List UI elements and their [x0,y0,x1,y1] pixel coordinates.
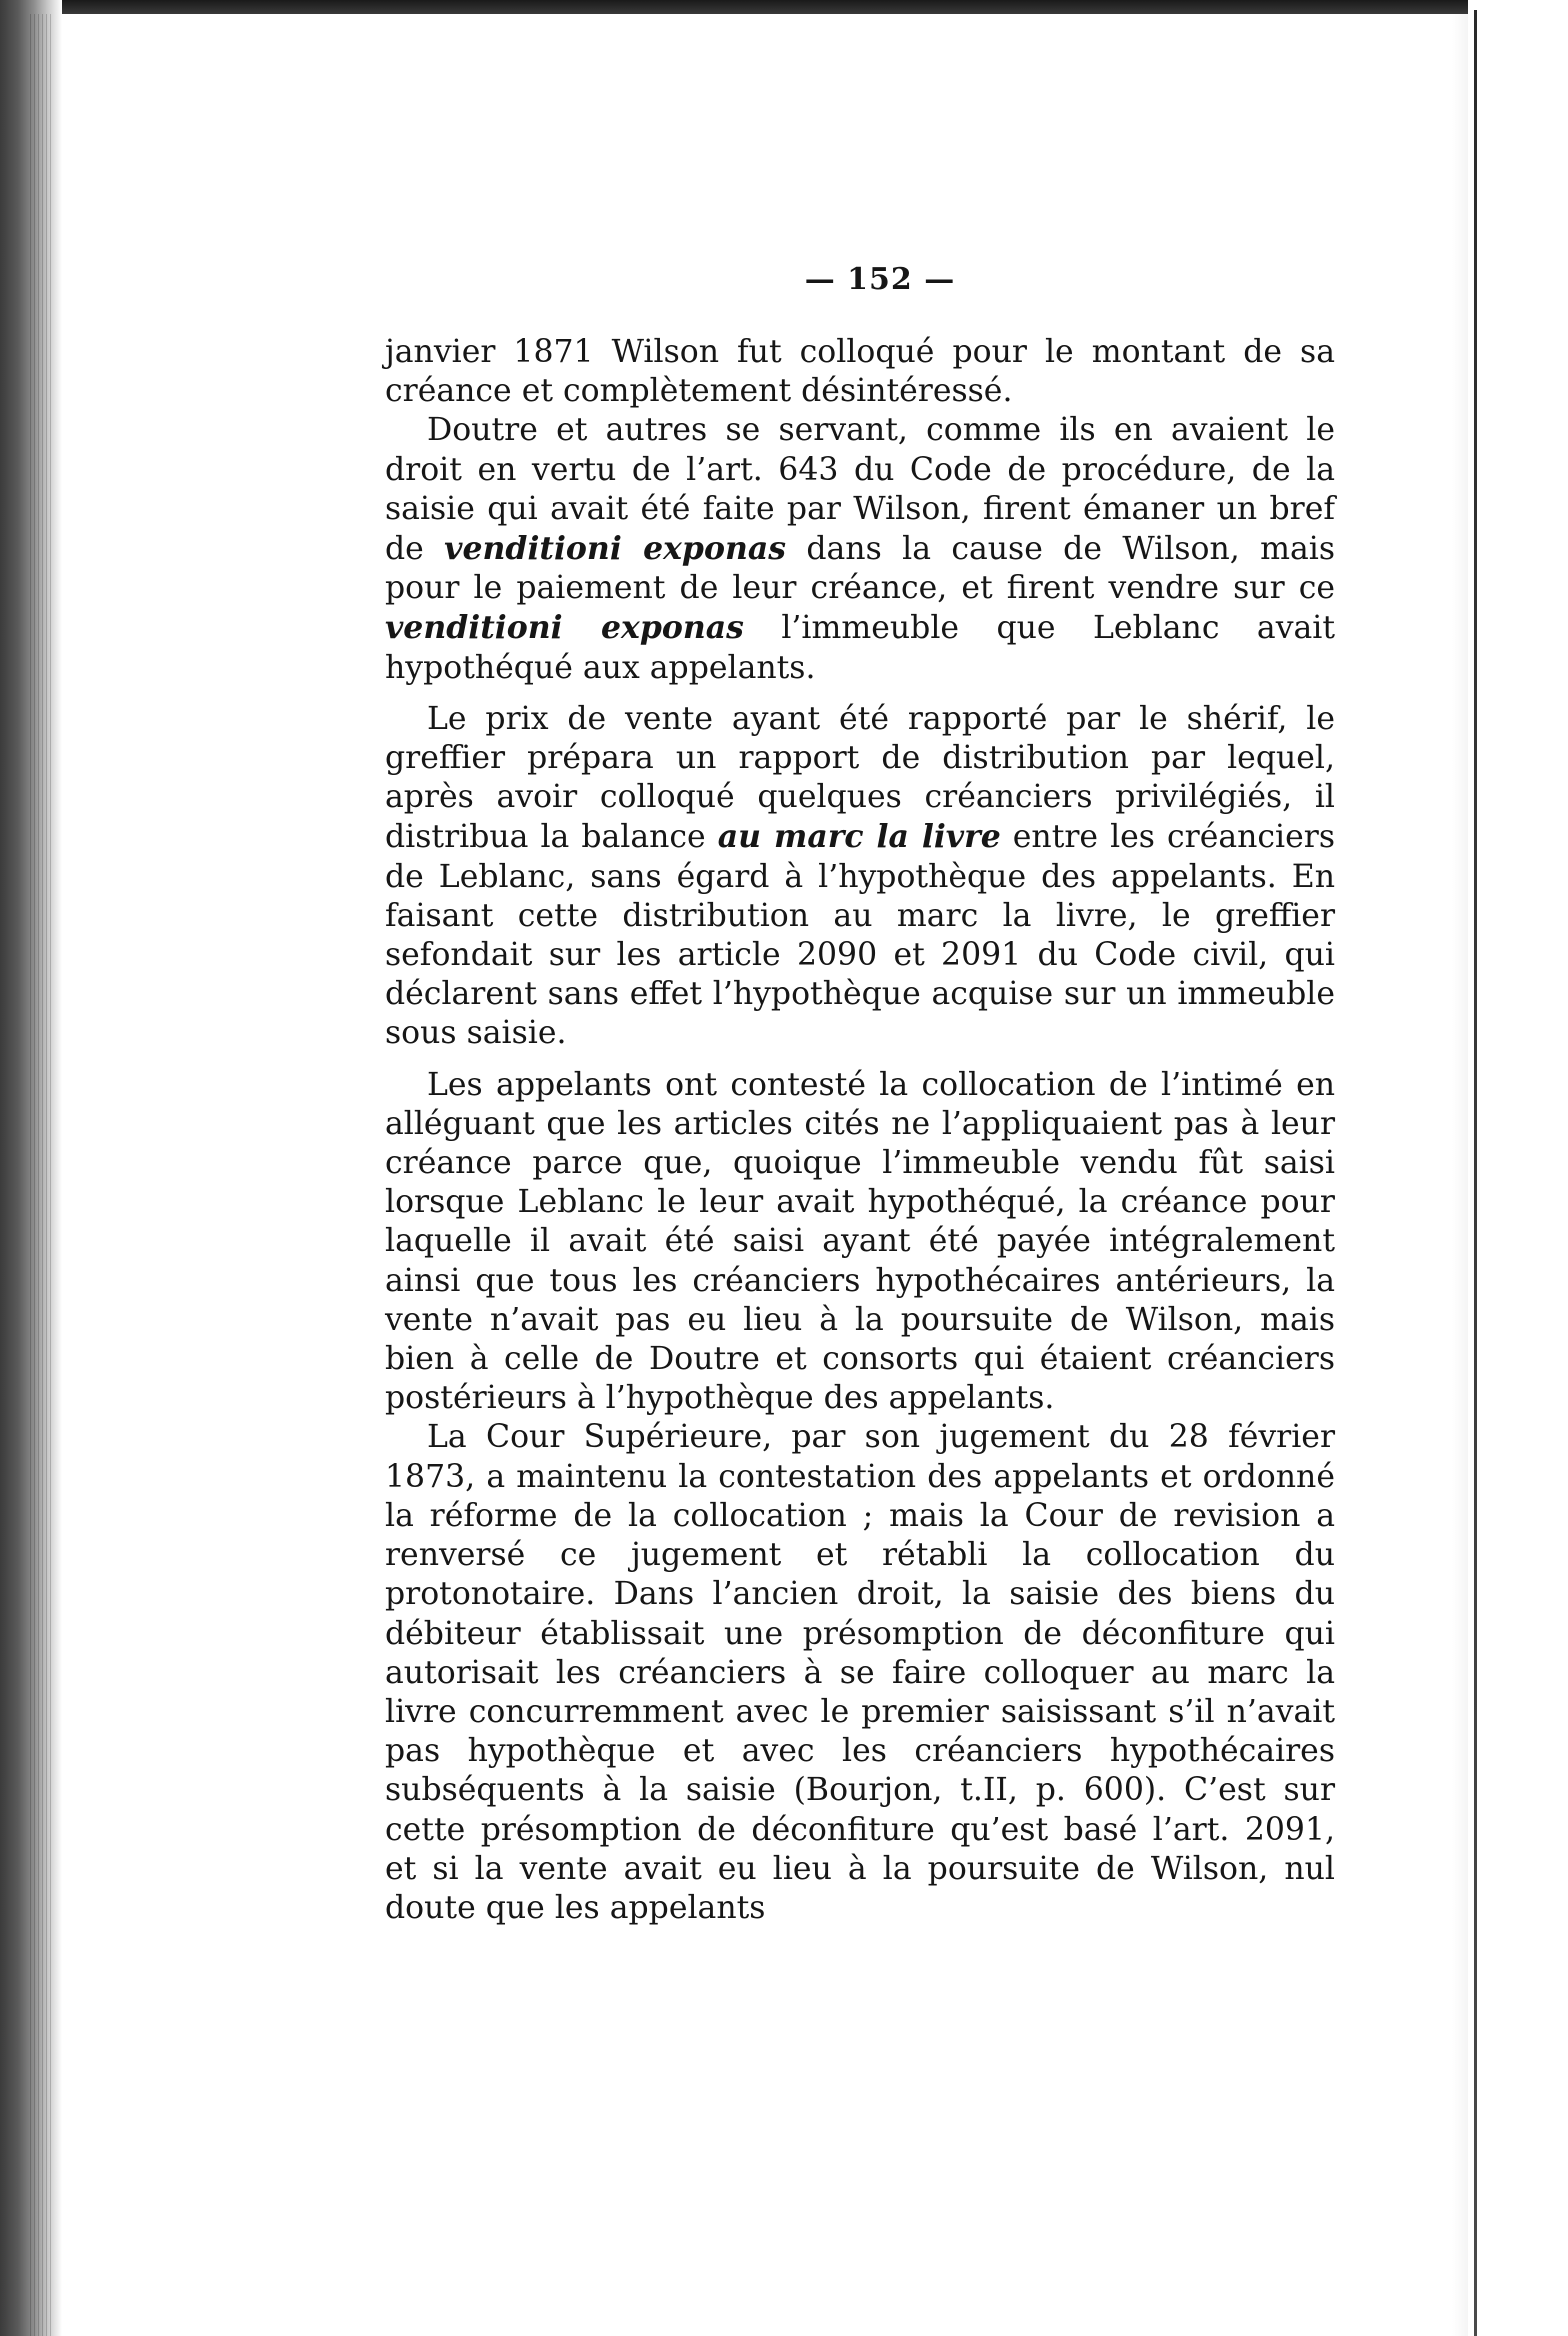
paragraph-text: entre les créanciers de Leblanc, sans égard à l’hypothèque des appelants. En faisant cette distribution au marc la livre, le greffier sefondait sur les article 2090 et 2091 du Code civil, qui déclarent sans effet l’hypothèque acquise sur un immeuble sous saisie. [385,819,1335,1052]
page-fold-line [1474,10,1477,2336]
paragraph-text: Le prix de vente ayant été rapporté par le shérif, le greffier prépara un rapport de distribution par lequel, après avoir colloqué quelques créanciers privilégiés, il distribua la balance [385,700,1335,856]
paragraph-1 [385,333,1335,411]
latin-term: au marc la livre [717,818,1001,856]
next-page-margin [1468,0,1568,2336]
paragraph-4 [385,1066,1335,1419]
scan-top-edge [0,0,1568,14]
paragraph-text: La Cour Supérieure, par son jugement du 28 février 1873, a maintenu la contestation des appelants et ordonné la réforme de la collocation ; mais la Cour de revision a renversé ce jugement et rétabli la collocation du protonotaire. Dans l’ancien droit, la saisie des biens du débiteur établissait une présomption de déconfiture qui autorisait les créanciers à se faire colloquer au marc la livre concurremment avec le premier saisissant s’il n’avait pas hypothèque et avec les créanciers hypothécaires subséquents à la saisie (Bourjon, t.II, p. 600). C’est sur cette présomption de déconfiture qu’est basé l’art. 2091, et si la vente avait eu lieu à la poursuite de Wilson, nul doute que les appelants [385,1419,1335,1926]
paragraph-5 [385,1418,1335,1928]
paragraph-text: janvier 1871 Wilson fut colloqué pour le montant de sa créance et complètement désintéressé. [385,334,1335,410]
paragraph-3 [385,700,1335,1054]
paragraph-2 [385,411,1335,687]
paragraph-text: l’immeuble que Leblanc avait hypothéqué aux appelants. [385,610,1335,686]
latin-term: venditioni exponas [385,609,744,647]
page-number: — 152 — [804,262,956,297]
paragraph-text: dans la cause de Wilson, mais pour le paiement de leur créance, et firent vendre sur ce [385,531,1335,607]
document-page [385,262,1335,1928]
paragraph-text: Doutre et autres se servant, comme ils en avaient le droit en vertu de l’art. 643 du Code de procédure, de la saisie qui avait été faite par Wilson, firent émaner un bref de [385,412,1335,568]
paragraph-text: Les appelants ont contesté la collocation de l’intimé en alléguant que les articles cités ne l’appliquaient pas à leur créance parce que, quoique l’immeuble vendu fût saisi lorsque Leblanc le leur avait hypothéqué, la créance pour laquelle il avait été saisi ayant été payée intégralement ainsi que tous les créanciers hypothécaires antérieurs, la vente n’avait pas eu lieu à la poursuite de Wilson, mais bien à celle de Doutre et consorts qui étaient créanciers postérieurs à l’hypothèque des appelants. [385,1066,1335,1417]
latin-term: venditioni exponas [444,530,787,568]
page-stack-lines [30,14,52,2336]
